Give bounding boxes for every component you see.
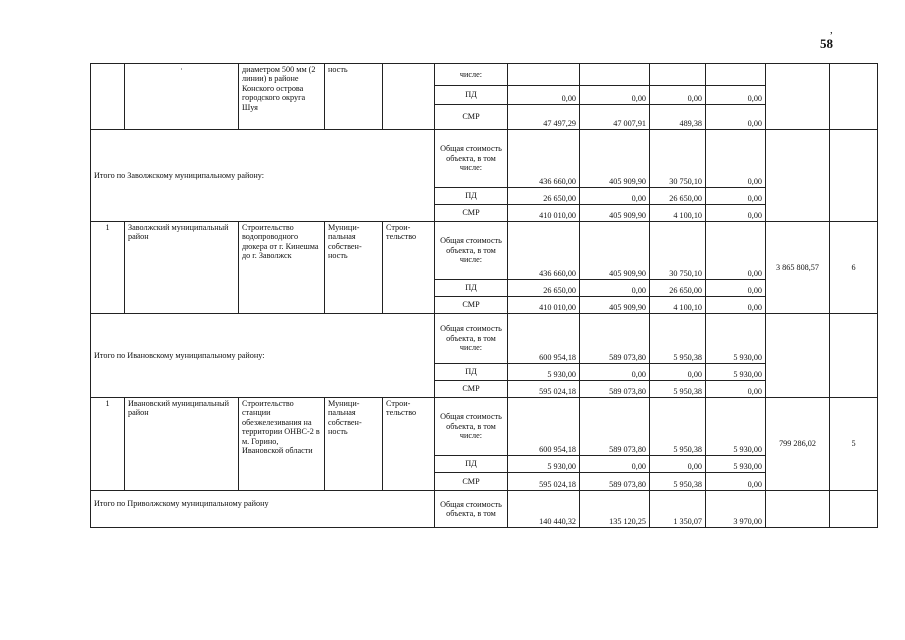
cell-value: 405 909,90 <box>580 205 650 222</box>
cell-value: 26 650,00 <box>650 188 706 205</box>
cell-value: 405 909,90 <box>580 222 650 280</box>
cell-value: 405 909,90 <box>580 297 650 314</box>
district-total-label: Итого по Заволжскому муниципальному району: <box>91 130 435 222</box>
cell-value: 436 660,00 <box>508 130 580 188</box>
cell-value: 4 100,10 <box>650 297 706 314</box>
cell-cost-type: СМР <box>435 205 508 222</box>
cell-years: 6 <box>830 222 878 314</box>
cell-value: 410 010,00 <box>508 297 580 314</box>
cell-value: 0,00 <box>706 205 766 222</box>
cell-cost-type: Общая стоимость объекта, в том числе: <box>435 398 508 456</box>
cell-value: 410 010,00 <box>508 205 580 222</box>
cell-value: 0,00 <box>580 188 650 205</box>
cell-work-type <box>383 64 435 130</box>
cell-value: 589 073,80 <box>580 381 650 398</box>
cell-value: 589 073,80 <box>580 314 650 364</box>
cell-value: 1 350,07 <box>650 491 706 528</box>
cell-value: 5 930,00 <box>508 456 580 473</box>
cell-value: 0,00 <box>706 188 766 205</box>
cell-cost-type: ПД <box>435 280 508 297</box>
cell-number: 1 <box>91 222 125 314</box>
cell-cost-type: Общая стоимость объекта, в том числе: <box>435 222 508 280</box>
cell-capacity <box>766 64 830 130</box>
cell-cost-type: ПД <box>435 86 508 105</box>
cell-value: 0,00 <box>650 456 706 473</box>
cell-value: 600 954,18 <box>508 398 580 456</box>
cell-value: 0,00 <box>706 381 766 398</box>
cell-value: 589 073,80 <box>580 398 650 456</box>
cell-value: 0,00 <box>580 364 650 381</box>
cell-cost-type: Общая стоимость объекта, в том <box>435 491 508 528</box>
cell-value: 0,00 <box>650 86 706 105</box>
cell-value: 26 650,00 <box>508 188 580 205</box>
cell-years <box>830 130 878 222</box>
table-row <box>91 491 878 528</box>
cell-value: 140 440,32 <box>508 491 580 528</box>
cell-value <box>706 64 766 86</box>
cell-object-name: диаметром 500 мм (2 линии) в районе Конского острова городского округа Шуя <box>239 64 325 130</box>
cell-value: 5 950,38 <box>650 398 706 456</box>
cell-value: 489,38 <box>650 105 706 130</box>
cell-ownership: ность <box>325 64 383 130</box>
cell-years <box>830 491 878 528</box>
cell-value: 0,00 <box>580 280 650 297</box>
cell-cost-type: Общая стоимость объекта, в том числе: <box>435 130 508 188</box>
cell-years <box>830 314 878 398</box>
cell-value: 30 750,10 <box>650 222 706 280</box>
cell-cost-type: Общая стоимость объекта, в том числе: <box>435 314 508 364</box>
cell-district: Ивановский муниципальный район <box>125 398 239 491</box>
cell-value <box>508 64 580 86</box>
cell-value: 47 007,91 <box>580 105 650 130</box>
cell-value: 26 650,00 <box>650 280 706 297</box>
cell-value: 0,00 <box>706 222 766 280</box>
cell-years <box>830 64 878 130</box>
cell-cost-type: СМР <box>435 105 508 130</box>
cell-number <box>91 64 125 130</box>
table-row <box>91 64 878 86</box>
cell-value: 0,00 <box>580 86 650 105</box>
cell-capacity <box>766 130 830 222</box>
cell-value: 600 954,18 <box>508 314 580 364</box>
cell-value: 0,00 <box>706 86 766 105</box>
cell-value: 5 950,38 <box>650 314 706 364</box>
cell-object-name: Строительство станции обезжелезивания на территории ОНВС-2 в м. Горино, Ивановской области <box>239 398 325 491</box>
cell-number: 1 <box>91 398 125 491</box>
cell-value: 5 930,00 <box>706 364 766 381</box>
cell-value: 0,00 <box>706 297 766 314</box>
budget-table <box>90 63 878 528</box>
cell-object-name: Строительство водопроводного дюкера от г. Кинешма до г. Заволжск <box>239 222 325 314</box>
table-row <box>91 130 878 188</box>
cell-cost-type: СМР <box>435 473 508 491</box>
cell-cost-type: СМР <box>435 381 508 398</box>
table-row <box>91 314 878 364</box>
cell-cost-type: СМР <box>435 297 508 314</box>
cell-value <box>580 64 650 86</box>
cell-value: 595 024,18 <box>508 473 580 491</box>
cell-value: 26 650,00 <box>508 280 580 297</box>
cell-value: 30 750,10 <box>650 130 706 188</box>
cell-work-type: Строи-тельство <box>383 222 435 314</box>
table-row <box>91 398 878 456</box>
cell-value: 5 930,00 <box>508 364 580 381</box>
cell-cost-type: ПД <box>435 188 508 205</box>
cell-capacity <box>766 314 830 398</box>
cell-capacity: 799 286,02 <box>766 398 830 491</box>
cell-district: · <box>125 64 239 130</box>
district-total-label: Итого по Ивановскому муниципальному району: <box>91 314 435 398</box>
cell-value: 0,00 <box>706 280 766 297</box>
table-row <box>91 222 878 280</box>
cell-value: 589 073,80 <box>580 473 650 491</box>
cell-ownership: Муници-пальная собствен-ность <box>325 398 383 491</box>
cell-cost-type: ПД <box>435 364 508 381</box>
cell-value: 5 930,00 <box>706 456 766 473</box>
cell-value: 5 950,38 <box>650 473 706 491</box>
cell-value: 4 100,10 <box>650 205 706 222</box>
cell-value: 135 120,25 <box>580 491 650 528</box>
cell-value: 405 909,90 <box>580 130 650 188</box>
cell-district: Заволжский муниципальный район <box>125 222 239 314</box>
cell-value: 0,00 <box>650 364 706 381</box>
cell-capacity <box>766 491 830 528</box>
cell-capacity: 3 865 808,57 <box>766 222 830 314</box>
cell-value: 0,00 <box>706 473 766 491</box>
cell-value: 5 930,00 <box>706 398 766 456</box>
cell-value: 47 497,29 <box>508 105 580 130</box>
cell-value: 0,00 <box>706 105 766 130</box>
cell-ownership: Муници-пальная собствен-ность <box>325 222 383 314</box>
cell-value <box>650 64 706 86</box>
cell-value: 0,00 <box>508 86 580 105</box>
page-number: 58 <box>820 36 833 51</box>
cell-value: 3 970,00 <box>706 491 766 528</box>
district-total-label: Итого по Приволжскому муниципальному району <box>91 491 435 528</box>
cell-cost-type: ПД <box>435 456 508 473</box>
page-mark: , <box>830 24 833 36</box>
cell-value: 595 024,18 <box>508 381 580 398</box>
cell-value: 436 660,00 <box>508 222 580 280</box>
cell-value: 0,00 <box>580 456 650 473</box>
cell-value: 5 950,38 <box>650 381 706 398</box>
cell-work-type: Строи-тельство <box>383 398 435 491</box>
cell-cost-type: числе: <box>435 64 508 86</box>
cell-value: 0,00 <box>706 130 766 188</box>
cell-years: 5 <box>830 398 878 491</box>
cell-value: 5 930,00 <box>706 314 766 364</box>
